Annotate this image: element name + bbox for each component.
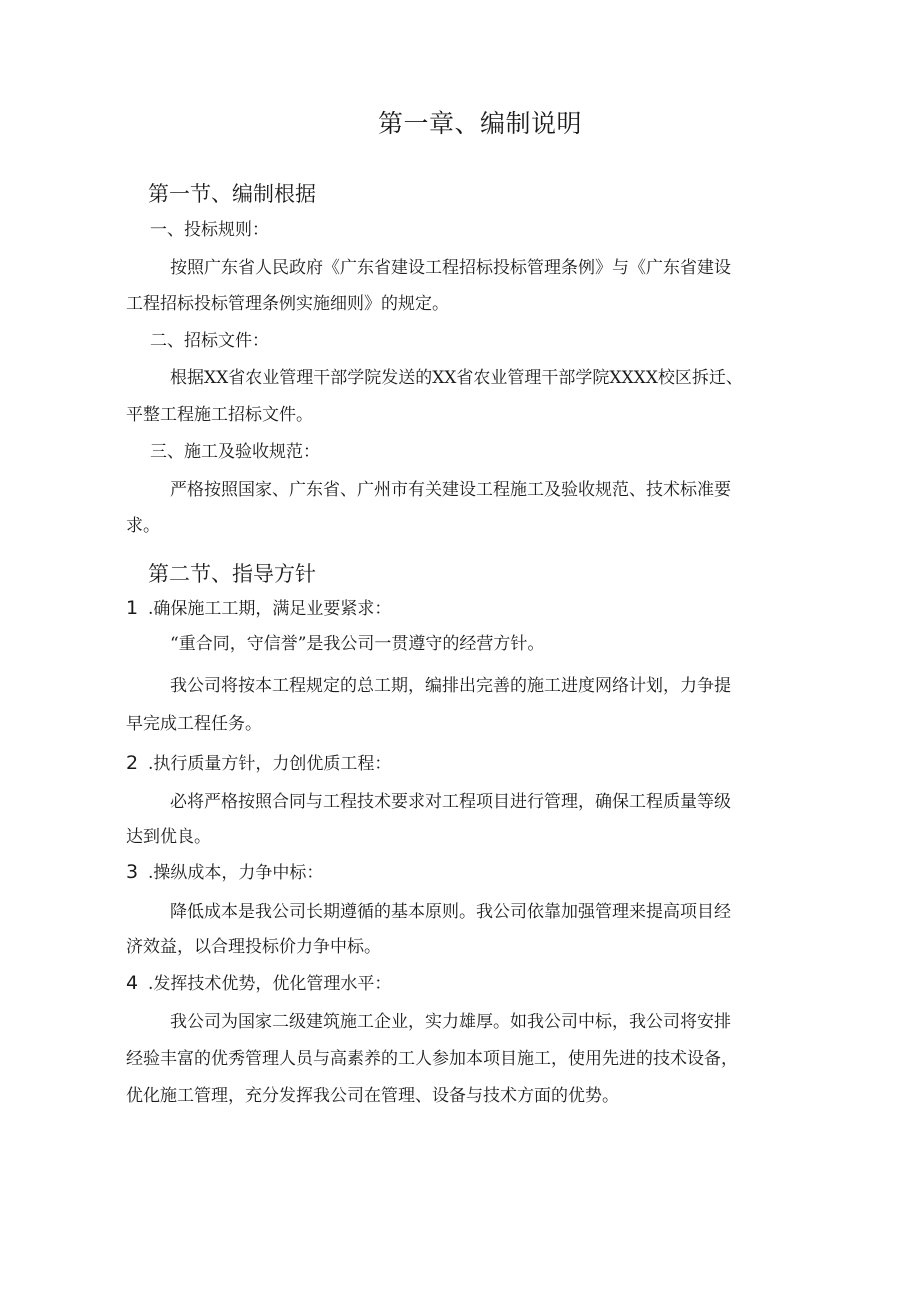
item-number: 2 bbox=[126, 752, 139, 774]
chapter-title: 第一章、编制说明 bbox=[377, 109, 582, 138]
subheading: 二、招标文件： bbox=[150, 331, 269, 351]
item-heading: .操纵成本，力争中标： bbox=[148, 863, 324, 883]
numbered-heading bbox=[126, 861, 323, 884]
item-heading: .发挥技术优势，优化管理水平： bbox=[148, 974, 392, 994]
item-number: 3 bbox=[126, 861, 139, 883]
numbered-heading bbox=[126, 752, 391, 775]
paragraph-line: 达到优良。 bbox=[126, 827, 211, 847]
paragraph-line: 根据XX省农业管理干部学院发送的XX省农业管理干部学院XXXX校区拆迁、 bbox=[170, 368, 743, 388]
paragraph-line: 我公司为国家二级建筑施工企业，实力雄厚。如我公司中标，我公司将安排 bbox=[170, 1012, 731, 1032]
paragraph-line: 必将严格按照合同与工程技术要求对工程项目进行管理，确保工程质量等级 bbox=[170, 792, 731, 812]
paragraph-line: 济效益，以合理投标价力争中标。 bbox=[126, 937, 381, 957]
paragraph-line: 工程招标投标管理条例实施细则》的规定。 bbox=[126, 294, 449, 314]
section-title: 第二节、指导方针 bbox=[148, 562, 316, 586]
numbered-heading bbox=[126, 972, 391, 995]
paragraph-line: 求。 bbox=[126, 516, 160, 536]
paragraph-line: 平整工程施工招标文件。 bbox=[126, 405, 313, 425]
paragraph-line: 经验丰富的优秀管理人员与高素养的工人参加本项目施工，使用先进的技术设备， bbox=[126, 1049, 738, 1069]
item-number: 1 bbox=[126, 597, 139, 619]
paragraph-line: 降低成本是我公司长期遵循的基本原则。我公司依靠加强管理来提高项目经 bbox=[170, 902, 731, 922]
item-heading: .执行质量方针，力创优质工程： bbox=[148, 754, 392, 774]
paragraph-line: “重合同，守信誉”是我公司一贯遵守的经营方针。 bbox=[170, 634, 545, 654]
paragraph-line: 按照广东省人民政府《广东省建设工程招标投标管理条例》与《广东省建设 bbox=[170, 258, 731, 278]
paragraph-line: 早完成工程任务。 bbox=[126, 714, 262, 734]
section-title: 第一节、编制根据 bbox=[148, 182, 316, 206]
paragraph-line: 我公司将按本工程规定的总工期，编排出完善的施工进度网络计划，力争提 bbox=[170, 676, 731, 696]
paragraph-line: 严格按照国家、广东省、广州市有关建设工程施工及验收规范、技术标准要 bbox=[170, 480, 731, 500]
item-heading: .确保施工工期，满足业要紧求： bbox=[148, 599, 392, 619]
numbered-heading bbox=[126, 597, 391, 620]
item-number: 4 bbox=[126, 972, 139, 994]
paragraph-line: 优化施工管理，充分发挥我公司在管理、设备与技术方面的优势。 bbox=[126, 1086, 619, 1106]
subheading: 一、投标规则： bbox=[150, 220, 269, 240]
subheading: 三、施工及验收规范： bbox=[150, 442, 320, 462]
